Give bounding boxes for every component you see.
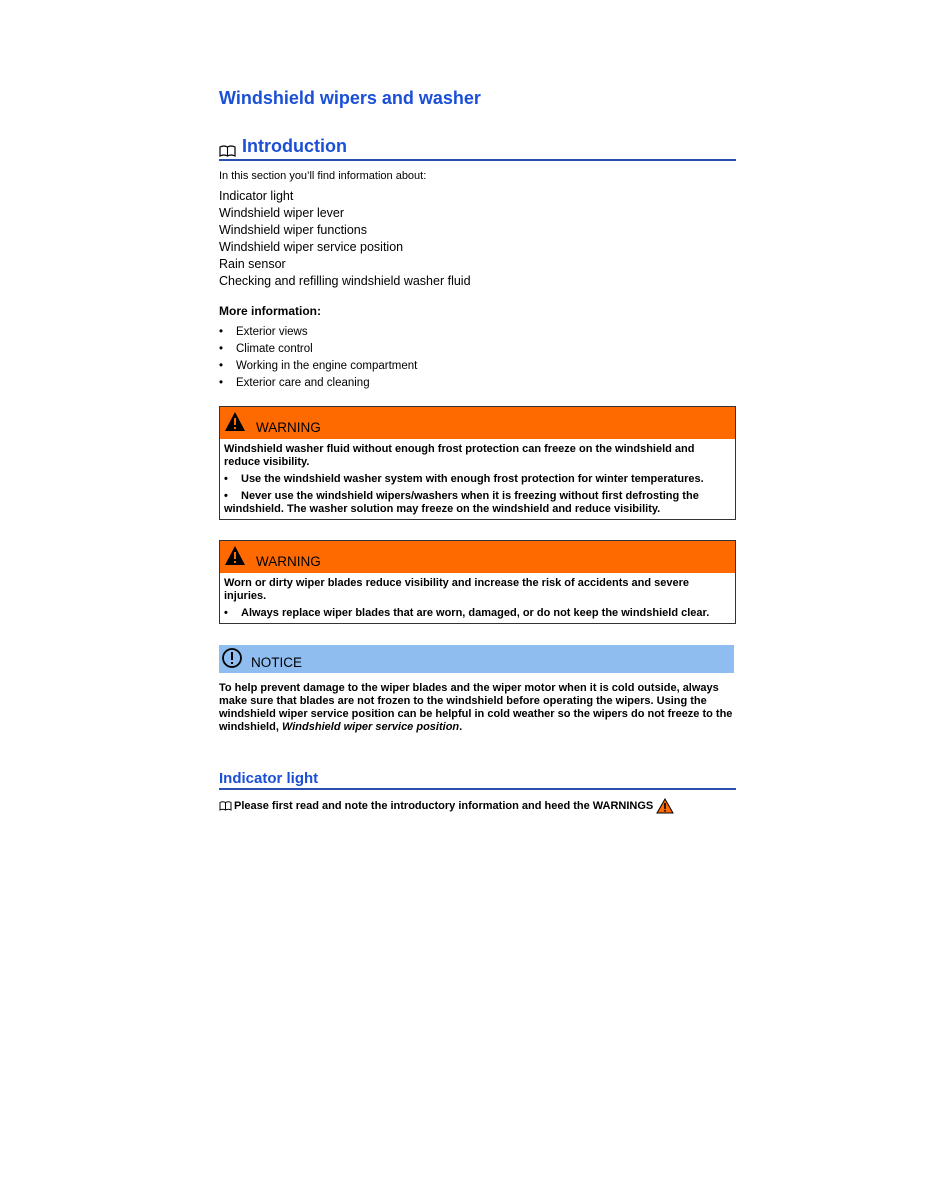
indicator-heading-bar bbox=[219, 770, 736, 790]
read-note-text: Please first read and note the introductory information and heed the WARNINGS bbox=[234, 800, 654, 812]
warning-bullet-text: Use the windshield washer system with enough frost protection for winter temperatures. bbox=[241, 473, 704, 485]
notice-text: To help prevent damage to the wiper blades and the wiper motor when it is cold outside, always make sure that blades are not frozen to the windshield before operating the wipers. Using the windshield wiper service position can be helpful in cold weather so the wipers do not freeze to the windshield, bbox=[219, 682, 733, 733]
warning-body bbox=[220, 439, 735, 519]
topic-link[interactable]: Indicator light bbox=[219, 189, 294, 203]
notice-link[interactable]: Windshield wiper service position bbox=[281, 721, 460, 733]
notice-header bbox=[219, 645, 734, 673]
warning-text: Windshield washer fluid without enough frost protection can freeze on the windshield and reduce visibility. bbox=[224, 443, 695, 468]
topic-link[interactable]: Checking and refilling windshield washer fluid bbox=[219, 274, 471, 288]
warning-box bbox=[219, 540, 736, 624]
more-info-link[interactable]: Climate control bbox=[236, 343, 313, 355]
warning-bullet-text: Never use the windshield wipers/washers when it is freezing without first defrosting the windshield. The washer solution may freeze on the windshield and reduce visibility. bbox=[224, 490, 699, 515]
introduction-heading-bar bbox=[219, 136, 736, 161]
warning-body bbox=[220, 573, 735, 623]
warning-triangle-icon bbox=[224, 545, 246, 567]
warning-text: Worn or dirty wiper blades reduce visibility and increase the risk of accidents and severe injuries. bbox=[224, 577, 690, 602]
book-icon bbox=[219, 801, 232, 811]
warning-header bbox=[220, 407, 735, 439]
notice-end: . bbox=[459, 721, 463, 733]
more-info-link[interactable]: Exterior care and cleaning bbox=[236, 377, 370, 389]
more-info-list bbox=[219, 324, 417, 392]
warning-bullet bbox=[224, 603, 731, 620]
bullet: • bbox=[219, 377, 224, 389]
bullet: • bbox=[219, 326, 224, 338]
topic-link[interactable]: Rain sensor bbox=[219, 257, 286, 271]
warning-header bbox=[220, 541, 735, 573]
intro-text: In this section you’ll find information about: bbox=[219, 170, 427, 182]
warning-bullet bbox=[224, 469, 731, 486]
book-icon bbox=[219, 141, 236, 153]
topic-list bbox=[219, 188, 471, 290]
topic-link[interactable]: Windshield wiper functions bbox=[219, 223, 367, 237]
bullet: • bbox=[224, 607, 228, 619]
page-title: Windshield wipers and washer bbox=[219, 88, 481, 108]
warning-triangle-icon bbox=[224, 411, 246, 433]
warning-label: WARNING bbox=[256, 420, 321, 435]
list-item bbox=[219, 341, 417, 358]
indicator-heading: Indicator light bbox=[219, 770, 319, 787]
notice-exclamation-icon bbox=[221, 647, 243, 669]
notice-body bbox=[219, 682, 736, 734]
topic-link[interactable]: Windshield wiper lever bbox=[219, 206, 345, 220]
bullet: • bbox=[219, 360, 224, 372]
warning-box bbox=[219, 406, 736, 520]
list-item bbox=[219, 324, 417, 341]
bullet: • bbox=[224, 473, 228, 485]
warning-label: WARNING bbox=[256, 554, 321, 569]
more-info-heading: More information: bbox=[219, 304, 321, 318]
bullet: • bbox=[219, 343, 224, 355]
read-first-note bbox=[219, 798, 674, 814]
warning-bullet-text: Always replace wiper blades that are worn, damaged, or do not keep the windshield clear. bbox=[241, 607, 710, 619]
introduction-heading bbox=[219, 136, 736, 157]
warning-bullet bbox=[224, 486, 731, 516]
warning-triangle-icon[interactable] bbox=[656, 798, 674, 814]
more-info-link[interactable]: Working in the engine compartment bbox=[236, 360, 418, 372]
list-item bbox=[219, 375, 417, 392]
bullet: • bbox=[224, 490, 228, 502]
topic-link[interactable]: Windshield wiper service position bbox=[219, 240, 404, 254]
notice-label: NOTICE bbox=[251, 655, 303, 670]
list-item bbox=[219, 358, 417, 375]
introduction-heading-label: Introduction bbox=[242, 136, 347, 156]
more-info-link[interactable]: Exterior views bbox=[236, 326, 308, 338]
